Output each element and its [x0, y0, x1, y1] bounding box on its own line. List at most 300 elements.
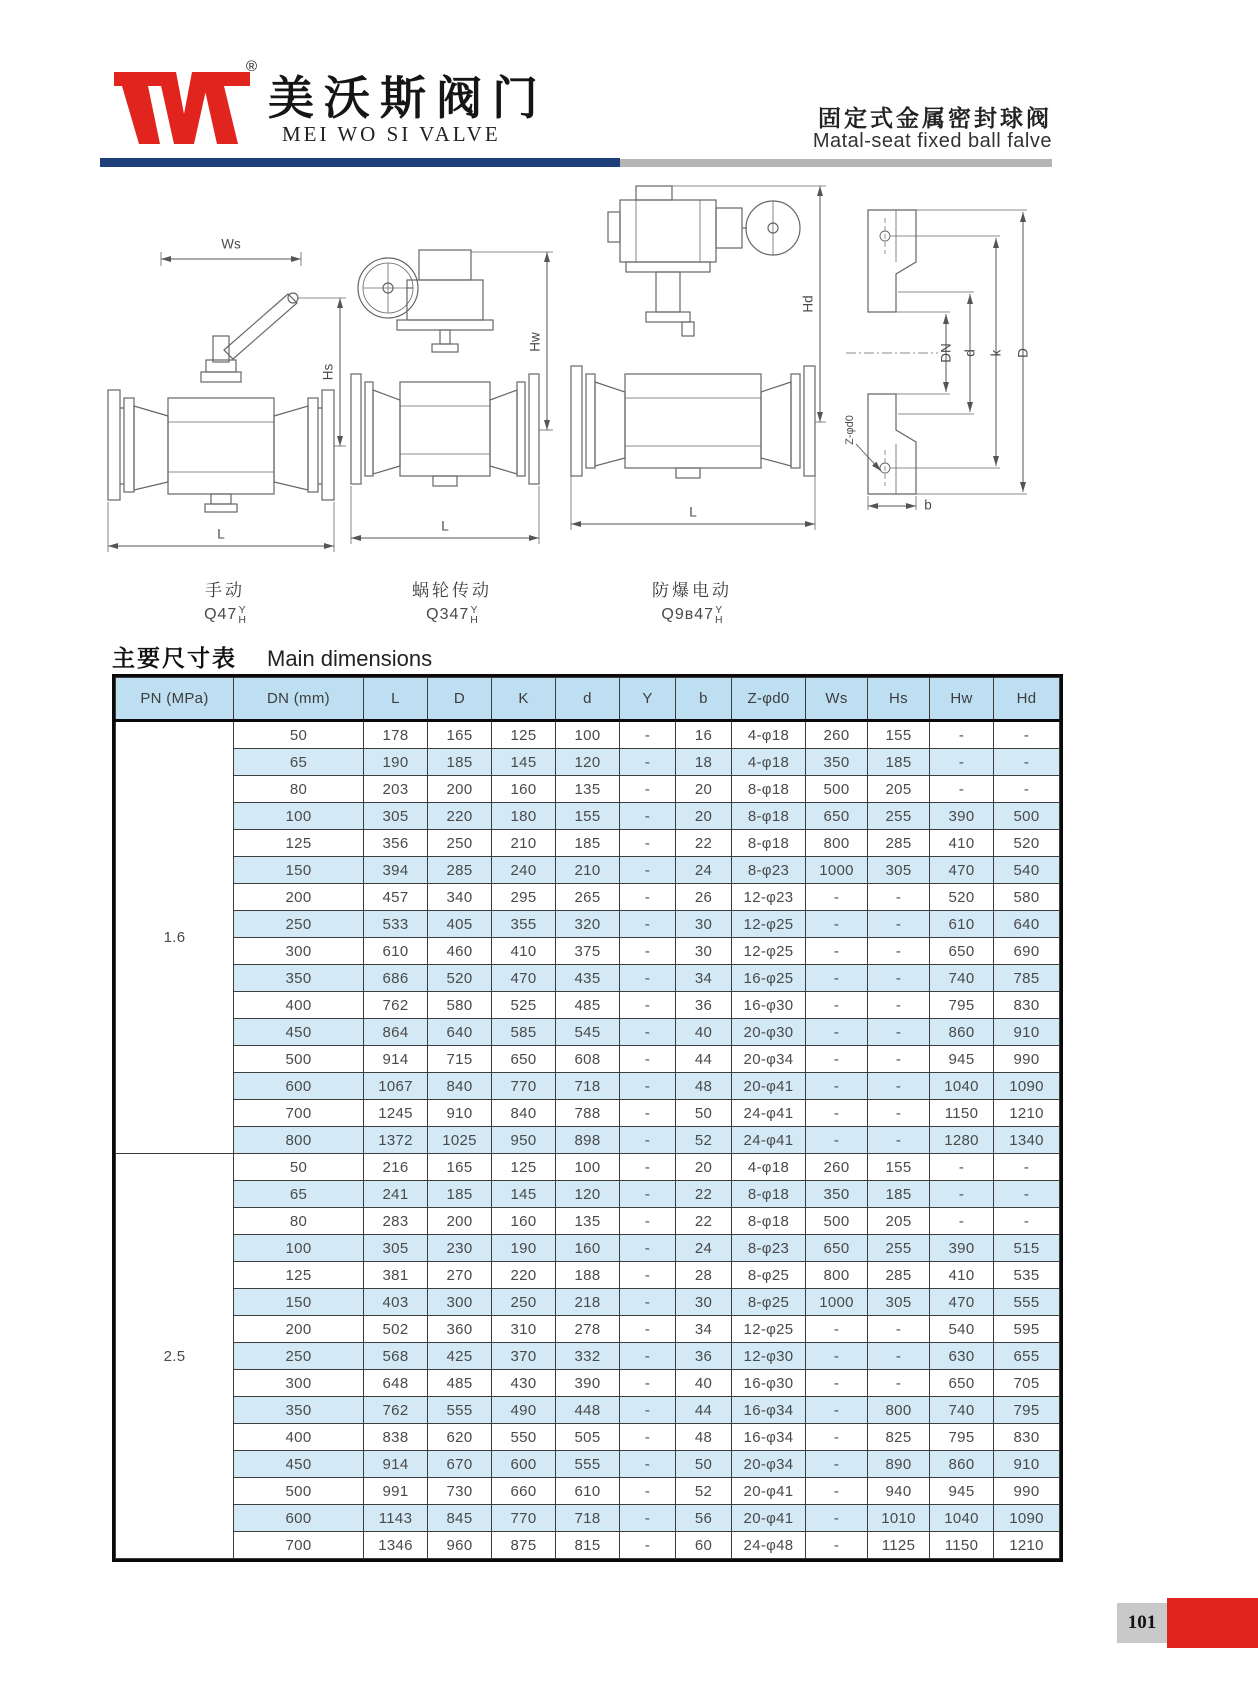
- table-row: [116, 1181, 1060, 1208]
- table-cell: 305: [364, 1235, 428, 1262]
- table-cell: 500: [994, 803, 1060, 830]
- table-cell: 34: [676, 965, 732, 992]
- table-cell: -: [806, 911, 868, 938]
- table-cell: 185: [868, 1181, 930, 1208]
- table-cell: 165: [428, 1154, 492, 1181]
- table-cell: 8-φ25: [732, 1262, 806, 1289]
- table-cell: 120: [556, 749, 620, 776]
- table-cell: 500: [234, 1046, 364, 1073]
- table-cell: -: [620, 1478, 676, 1505]
- caption-electric: [652, 576, 732, 625]
- table-cell: 450: [234, 1451, 364, 1478]
- table-row: [116, 1289, 1060, 1316]
- table-cell: 470: [930, 1289, 994, 1316]
- table-cell: -: [930, 1154, 994, 1181]
- table-cell: 190: [364, 749, 428, 776]
- table-cell: 430: [492, 1370, 556, 1397]
- table-cell: -: [620, 1181, 676, 1208]
- table-cell: 260: [806, 721, 868, 749]
- table-cell: 1210: [994, 1100, 1060, 1127]
- table-header-cell: Hw: [930, 678, 994, 721]
- table-cell: 40: [676, 1019, 732, 1046]
- table-cell: 1067: [364, 1073, 428, 1100]
- table-cell: -: [620, 1424, 676, 1451]
- table-row: [116, 1424, 1060, 1451]
- table-cell: 250: [428, 830, 492, 857]
- table-cell: 650: [492, 1046, 556, 1073]
- table-cell: 898: [556, 1127, 620, 1154]
- table-cell: 840: [428, 1073, 492, 1100]
- table-cell: 670: [428, 1451, 492, 1478]
- dimensions-table-wrapper: [112, 674, 1063, 1562]
- table-cell: -: [620, 992, 676, 1019]
- table-row: [116, 884, 1060, 911]
- table-row: [116, 1478, 1060, 1505]
- table-cell: 610: [930, 911, 994, 938]
- table-cell: -: [994, 721, 1060, 749]
- table-cell: -: [994, 1181, 1060, 1208]
- table-row: [116, 749, 1060, 776]
- table-cell: -: [620, 1370, 676, 1397]
- table-cell: 860: [930, 1019, 994, 1046]
- table-cell: 125: [492, 721, 556, 749]
- table-cell: 20: [676, 803, 732, 830]
- table-cell: 185: [428, 749, 492, 776]
- caption-electric-model: Q9в47 Y H: [661, 604, 723, 626]
- table-cell: -: [806, 1424, 868, 1451]
- dimensions-table: [115, 677, 1060, 1559]
- table-header-cell: Ws: [806, 678, 868, 721]
- table-cell: 135: [556, 1208, 620, 1235]
- table-row: [116, 1073, 1060, 1100]
- table-cell: -: [806, 1505, 868, 1532]
- table-cell: 200: [234, 884, 364, 911]
- table-cell: 205: [868, 776, 930, 803]
- table-row: [116, 1451, 1060, 1478]
- table-cell: 160: [492, 776, 556, 803]
- table-row: [116, 721, 1060, 749]
- table-cell: 203: [364, 776, 428, 803]
- dim-label-D: D: [1015, 348, 1031, 358]
- table-cell: 300: [234, 1370, 364, 1397]
- table-cell: -: [620, 1046, 676, 1073]
- table-cell: 270: [428, 1262, 492, 1289]
- table-cell: 470: [930, 857, 994, 884]
- table-cell: 502: [364, 1316, 428, 1343]
- table-cell: 48: [676, 1073, 732, 1100]
- table-cell: 12-φ23: [732, 884, 806, 911]
- table-cell: 60: [676, 1532, 732, 1559]
- table-cell: -: [620, 1397, 676, 1424]
- dim-label-z: Z-φd0: [844, 415, 856, 445]
- caption-manual-model: Q47 Y H: [204, 604, 246, 626]
- table-cell: 991: [364, 1478, 428, 1505]
- table-cell: 535: [994, 1262, 1060, 1289]
- table-row: [116, 1532, 1060, 1559]
- table-cell: -: [620, 857, 676, 884]
- table-cell: -: [620, 776, 676, 803]
- table-cell: 160: [492, 1208, 556, 1235]
- table-cell: 490: [492, 1397, 556, 1424]
- table-cell: 1025: [428, 1127, 492, 1154]
- table-cell: 740: [930, 1397, 994, 1424]
- table-row: [116, 1127, 1060, 1154]
- registered-trademark-icon: ®: [246, 58, 258, 75]
- table-cell: 12-φ25: [732, 911, 806, 938]
- table-cell: -: [620, 1154, 676, 1181]
- table-cell: 945: [930, 1478, 994, 1505]
- table-cell: 830: [994, 992, 1060, 1019]
- table-cell: 150: [234, 1289, 364, 1316]
- table-cell: 18: [676, 749, 732, 776]
- table-cell: 580: [994, 884, 1060, 911]
- table-cell: 585: [492, 1019, 556, 1046]
- table-cell: 305: [868, 1289, 930, 1316]
- table-cell: 740: [930, 965, 994, 992]
- table-cell: 410: [930, 1262, 994, 1289]
- table-header-cell: Hs: [868, 678, 930, 721]
- table-cell: -: [806, 1478, 868, 1505]
- table-cell: -: [620, 1505, 676, 1532]
- table-cell: 700: [234, 1100, 364, 1127]
- table-cell: 8-φ23: [732, 857, 806, 884]
- table-cell: -: [868, 1073, 930, 1100]
- table-cell: -: [620, 1235, 676, 1262]
- table-cell: 520: [994, 830, 1060, 857]
- table-cell: 1340: [994, 1127, 1060, 1154]
- caption-manual: [204, 576, 246, 625]
- table-cell: 4-φ18: [732, 721, 806, 749]
- table-cell: -: [806, 1127, 868, 1154]
- table-row: [116, 1208, 1060, 1235]
- table-cell: 705: [994, 1370, 1060, 1397]
- table-cell: 390: [930, 803, 994, 830]
- table-row: [116, 1046, 1060, 1073]
- table-row: [116, 992, 1060, 1019]
- table-cell: 295: [492, 884, 556, 911]
- table-cell: 580: [428, 992, 492, 1019]
- table-cell: 20-φ30: [732, 1019, 806, 1046]
- table-cell: 40: [676, 1370, 732, 1397]
- table-cell: 100: [556, 1154, 620, 1181]
- table-cell: 20: [676, 1154, 732, 1181]
- caption-worm-gear-text: 蜗轮传动: [412, 581, 492, 600]
- table-cell: 36: [676, 1343, 732, 1370]
- table-cell: 950: [492, 1127, 556, 1154]
- table-cell: -: [868, 938, 930, 965]
- table-cell: 155: [868, 721, 930, 749]
- table-row: [116, 803, 1060, 830]
- table-cell: 65: [234, 749, 364, 776]
- dim-label-ws: Ws: [221, 236, 241, 252]
- table-cell: 550: [492, 1424, 556, 1451]
- table-header-cell: K: [492, 678, 556, 721]
- table-cell: 610: [556, 1478, 620, 1505]
- table-header-cell: b: [676, 678, 732, 721]
- table-cell: 500: [234, 1478, 364, 1505]
- table-cell: 1346: [364, 1532, 428, 1559]
- dim-label-l: L: [217, 526, 225, 542]
- table-cell: 285: [428, 857, 492, 884]
- table-cell: 50: [234, 1154, 364, 1181]
- table-body: [116, 721, 1060, 1559]
- table-cell: 205: [868, 1208, 930, 1235]
- table-cell: 255: [868, 803, 930, 830]
- table-cell: 145: [492, 1181, 556, 1208]
- table-cell: 52: [676, 1127, 732, 1154]
- table-cell: 100: [556, 721, 620, 749]
- table-cell: -: [868, 911, 930, 938]
- dim-label-hd: Hd: [800, 295, 816, 313]
- table-cell: 630: [930, 1343, 994, 1370]
- table-cell: 390: [930, 1235, 994, 1262]
- table-cell: 600: [234, 1073, 364, 1100]
- table-row: [116, 1505, 1060, 1532]
- table-header-cell: Hd: [994, 678, 1060, 721]
- table-cell: 568: [364, 1343, 428, 1370]
- table-cell: 650: [806, 803, 868, 830]
- table-header-row: [116, 678, 1060, 721]
- table-cell: 20-φ34: [732, 1046, 806, 1073]
- table-cell: -: [806, 884, 868, 911]
- table-cell: 400: [234, 992, 364, 1019]
- dim-label-k: k: [988, 349, 1004, 357]
- table-cell: 24: [676, 1235, 732, 1262]
- table-cell: 555: [428, 1397, 492, 1424]
- table-cell: 44: [676, 1046, 732, 1073]
- table-header-cell: Z-φd0: [732, 678, 806, 721]
- table-cell: 26: [676, 884, 732, 911]
- table-cell: 910: [994, 1451, 1060, 1478]
- table-cell: 24-φ41: [732, 1100, 806, 1127]
- table-cell: 860: [930, 1451, 994, 1478]
- table-cell: 660: [492, 1478, 556, 1505]
- table-cell: 120: [556, 1181, 620, 1208]
- table-cell: 845: [428, 1505, 492, 1532]
- table-cell: 718: [556, 1073, 620, 1100]
- table-cell: 381: [364, 1262, 428, 1289]
- table-cell: -: [868, 884, 930, 911]
- table-cell: -: [620, 1451, 676, 1478]
- table-cell: 520: [930, 884, 994, 911]
- table-header-cell: D: [428, 678, 492, 721]
- table-cell: 16-φ30: [732, 1370, 806, 1397]
- header-divider-blue: [100, 158, 620, 167]
- table-cell: 788: [556, 1100, 620, 1127]
- table-cell: 200: [234, 1316, 364, 1343]
- table-cell: -: [620, 749, 676, 776]
- table-cell: 1125: [868, 1532, 930, 1559]
- header-divider-gray: [620, 159, 1052, 167]
- table-cell: 448: [556, 1397, 620, 1424]
- table-cell: 730: [428, 1478, 492, 1505]
- table-cell: 394: [364, 857, 428, 884]
- table-header: [116, 678, 1060, 721]
- table-cell: 16-φ30: [732, 992, 806, 1019]
- table-cell: 30: [676, 911, 732, 938]
- table-cell: 1372: [364, 1127, 428, 1154]
- dim-label-l: L: [441, 518, 449, 534]
- table-header-cell: Y: [620, 678, 676, 721]
- pn-cell: 1.6: [116, 721, 234, 1154]
- table-cell: 390: [556, 1370, 620, 1397]
- table-cell: -: [806, 1370, 868, 1397]
- table-cell: 283: [364, 1208, 428, 1235]
- table-cell: 80: [234, 776, 364, 803]
- table-cell: 44: [676, 1397, 732, 1424]
- table-cell: 125: [234, 830, 364, 857]
- table-cell: 795: [930, 992, 994, 1019]
- table-cell: 48: [676, 1424, 732, 1451]
- table-cell: 340: [428, 884, 492, 911]
- table-cell: 1040: [930, 1073, 994, 1100]
- table-cell: -: [620, 911, 676, 938]
- brand-name-chinese: 美沃斯阀门: [268, 71, 548, 125]
- table-cell: 200: [428, 776, 492, 803]
- table-cell: 12-φ25: [732, 1316, 806, 1343]
- table-cell: 762: [364, 1397, 428, 1424]
- table-cell: 910: [428, 1100, 492, 1127]
- table-cell: 22: [676, 1181, 732, 1208]
- table-cell: 240: [492, 857, 556, 884]
- table-cell: -: [806, 1073, 868, 1100]
- table-cell: 255: [868, 1235, 930, 1262]
- worm-gear-valve-drawing: [350, 192, 555, 572]
- table-header-cell: DN (mm): [234, 678, 364, 721]
- table-cell: 285: [868, 1262, 930, 1289]
- table-cell: 795: [930, 1424, 994, 1451]
- table-cell: -: [806, 1019, 868, 1046]
- table-cell: 1150: [930, 1100, 994, 1127]
- table-cell: 800: [806, 1262, 868, 1289]
- table-cell: 22: [676, 1208, 732, 1235]
- table-row: [116, 965, 1060, 992]
- table-cell: 450: [234, 1019, 364, 1046]
- table-cell: 825: [868, 1424, 930, 1451]
- table-cell: -: [620, 1127, 676, 1154]
- table-cell: 24-φ48: [732, 1532, 806, 1559]
- table-cell: 715: [428, 1046, 492, 1073]
- table-cell: 241: [364, 1181, 428, 1208]
- table-cell: 700: [234, 1532, 364, 1559]
- table-cell: 1245: [364, 1100, 428, 1127]
- section-title-chinese: 主要尺寸表: [112, 645, 237, 671]
- table-cell: 960: [428, 1532, 492, 1559]
- table-cell: 350: [806, 1181, 868, 1208]
- dim-label-l: L: [689, 504, 697, 520]
- table-cell: -: [930, 721, 994, 749]
- table-cell: 600: [234, 1505, 364, 1532]
- table-cell: 24: [676, 857, 732, 884]
- page-number: 101: [1117, 1603, 1167, 1643]
- table-cell: 940: [868, 1478, 930, 1505]
- table-cell: 16-φ25: [732, 965, 806, 992]
- table-cell: 875: [492, 1532, 556, 1559]
- pn-cell: 2.5: [116, 1154, 234, 1559]
- dim-label-b: b: [924, 497, 932, 513]
- table-cell: 990: [994, 1478, 1060, 1505]
- table-cell: 188: [556, 1262, 620, 1289]
- table-cell: 650: [930, 938, 994, 965]
- table-cell: 12-φ25: [732, 938, 806, 965]
- table-cell: 185: [428, 1181, 492, 1208]
- table-row: [116, 1019, 1060, 1046]
- table-cell: 350: [806, 749, 868, 776]
- table-cell: 400: [234, 1424, 364, 1451]
- table-cell: 125: [492, 1154, 556, 1181]
- table-cell: 165: [428, 721, 492, 749]
- table-cell: 1280: [930, 1127, 994, 1154]
- table-cell: 800: [234, 1127, 364, 1154]
- table-cell: 230: [428, 1235, 492, 1262]
- caption-worm-gear-model: Q347 Y H: [426, 604, 478, 626]
- table-cell: 16: [676, 721, 732, 749]
- table-cell: 220: [492, 1262, 556, 1289]
- table-cell: -: [620, 938, 676, 965]
- table-cell: 595: [994, 1316, 1060, 1343]
- table-cell: -: [930, 776, 994, 803]
- table-cell: 800: [806, 830, 868, 857]
- product-title-english: Matal-seat fixed ball falve: [812, 130, 1052, 152]
- table-cell: 555: [994, 1289, 1060, 1316]
- table-row: [116, 830, 1060, 857]
- caption-worm-gear: [412, 576, 492, 625]
- table-cell: 36: [676, 992, 732, 1019]
- table-cell: 216: [364, 1154, 428, 1181]
- table-cell: -: [806, 938, 868, 965]
- table-cell: 1090: [994, 1505, 1060, 1532]
- table-cell: 1210: [994, 1532, 1060, 1559]
- table-cell: 20-φ34: [732, 1451, 806, 1478]
- table-cell: 425: [428, 1343, 492, 1370]
- table-cell: 520: [428, 965, 492, 992]
- table-cell: 332: [556, 1343, 620, 1370]
- table-cell: 150: [234, 857, 364, 884]
- table-cell: 690: [994, 938, 1060, 965]
- table-cell: -: [620, 1262, 676, 1289]
- table-cell: 305: [868, 857, 930, 884]
- table-cell: 210: [492, 830, 556, 857]
- table-cell: 160: [556, 1235, 620, 1262]
- table-cell: -: [868, 1127, 930, 1154]
- table-cell: 990: [994, 1046, 1060, 1073]
- table-cell: -: [620, 1316, 676, 1343]
- table-cell: 1143: [364, 1505, 428, 1532]
- table-cell: -: [868, 1100, 930, 1127]
- table-row: [116, 1100, 1060, 1127]
- table-cell: -: [868, 1316, 930, 1343]
- table-cell: 8-φ18: [732, 1208, 806, 1235]
- table-cell: 56: [676, 1505, 732, 1532]
- table-row: [116, 911, 1060, 938]
- table-cell: 770: [492, 1073, 556, 1100]
- table-cell: 545: [556, 1019, 620, 1046]
- table-cell: 34: [676, 1316, 732, 1343]
- table-cell: 686: [364, 965, 428, 992]
- table-cell: 485: [556, 992, 620, 1019]
- table-cell: 305: [364, 803, 428, 830]
- table-cell: 278: [556, 1316, 620, 1343]
- table-cell: 515: [994, 1235, 1060, 1262]
- table-cell: -: [620, 1289, 676, 1316]
- table-cell: -: [806, 1343, 868, 1370]
- table-cell: -: [806, 1397, 868, 1424]
- table-cell: -: [620, 965, 676, 992]
- flange-section-drawing: [838, 192, 1060, 514]
- table-cell: 355: [492, 911, 556, 938]
- table-row: [116, 1316, 1060, 1343]
- table-cell: 410: [930, 830, 994, 857]
